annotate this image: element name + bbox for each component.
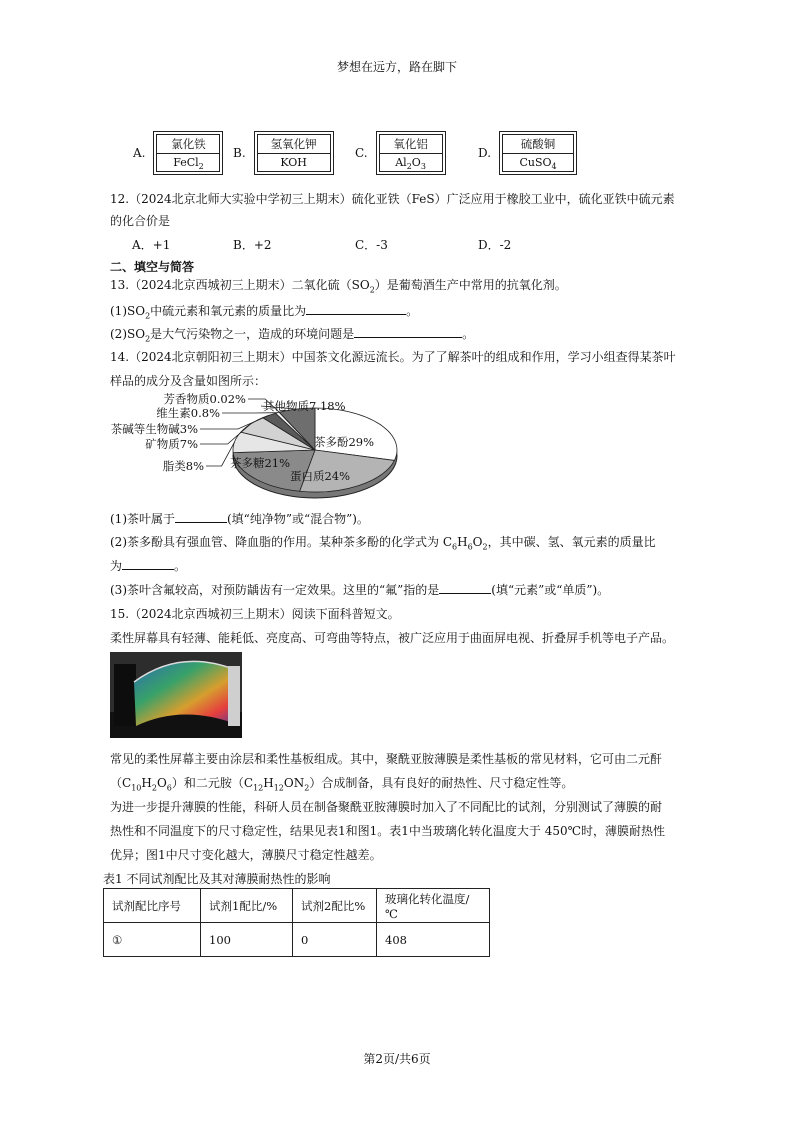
q14-part3: (3)茶叶含氟较高，对预防龋齿有一定效果。这里的“氟”指的是 (填“元素”或“单质”)。 [110, 583, 610, 597]
q14-line2: 样品的成分及含量如图所示： [110, 374, 267, 388]
flexible-screen-photo [110, 652, 242, 738]
table-header-row [104, 889, 490, 923]
pie-label-0: 茶多酚29% [313, 435, 375, 449]
page-number: 第2页/共6页 [363, 1052, 431, 1066]
compound-name: 氧化铝 [380, 135, 442, 154]
option-letter: D. [478, 146, 492, 160]
answer-blank[interactable] [354, 325, 462, 338]
pie-label-8: 其他物质7.18% [263, 399, 346, 413]
table-cell: 0 [293, 923, 377, 957]
q15-para3: 为进一步提升薄膜的性能，科研人员在制备聚酰亚胺薄膜时加入了不同配比的试剂，分别测试了薄膜的耐 [110, 800, 663, 814]
answer-blank[interactable] [175, 510, 227, 523]
reagent-ratio-table [103, 888, 490, 957]
table-cell: ① [104, 923, 201, 957]
label-box [376, 131, 446, 175]
page-header-motto: 梦想在远方，路在脚下 [336, 60, 457, 74]
q13-part1: $(1)SO_2$中硫元素和氧元素的质量比为 。 [110, 304, 419, 321]
pie-label-1: 蛋白质24% [289, 469, 351, 483]
option-letter: C. [355, 146, 368, 160]
q13-part2: $(2)SO_2$是大气污染物之一，造成的环境问题是 。 [110, 327, 475, 344]
compound-formula: KOH [280, 156, 307, 169]
q15-para2: $(C_{10}H_2O_6)$和二元胺$(C_{12}H_{12}ON_2)$合成制备，具有良好的耐热性、尺寸稳定性等。 [110, 776, 574, 793]
label-box [254, 131, 334, 175]
q12-option-d: D．-2 [478, 238, 512, 252]
q13-intro: 13.（2024北京西城初三上期末）二氧化硫$(SO_2)$是葡萄酒生产中常用的抗氧化剂。 [110, 278, 567, 295]
q12-line2: 的化合价是 [110, 214, 171, 228]
q14-line1: 14.（2024北京朝阳初三上期末）中国茶文化源远流长。为了了解茶叶的组成和作用，学习小组查得某茶叶 [110, 350, 676, 364]
section-title: 二、填空与简答 [110, 260, 195, 274]
option-a [133, 131, 223, 175]
compound-formula: $Al_2O_3$ [395, 156, 426, 172]
label-box [153, 131, 223, 175]
option-b [233, 131, 334, 175]
table-header-cell: 试剂配比序号 [104, 889, 201, 923]
table-cell: 408 [377, 923, 490, 957]
q12-option-c: C．-3 [355, 238, 388, 252]
pie-label-5: 茶碱等生物碱3% [110, 422, 198, 436]
pie-label-7: 芳香物质0.02% [163, 392, 246, 406]
q15-para4: 热性和不同温度下的尺寸稳定性，结果见表1和图1。表1中当玻璃化转化温度大于 450℃时，薄膜耐热性 [110, 824, 666, 838]
q15-para5: 优异；图1中尺寸变化越大，薄膜尺寸稳定性越差。 [110, 848, 382, 862]
q12-option-a: A．+1 [132, 238, 171, 252]
q14-part2-line2: 为 。 [110, 559, 187, 573]
flexible-screen-photo-icon [110, 652, 242, 738]
answer-blank[interactable] [439, 581, 491, 594]
option-letter: B. [233, 146, 246, 160]
pie-label-2: 茶多糖21% [229, 456, 291, 470]
table-caption: 表1 不同试剂配比及其对薄膜耐热性的影响 [103, 872, 331, 886]
pie-label-4: 矿物质7% [145, 437, 198, 451]
option-c [355, 131, 446, 175]
option-letter: A. [133, 146, 146, 160]
q15-para1: 常见的柔性屏幕主要由涂层和柔性基板组成。其中，聚酰亚胺薄膜是柔性基板的常见材料，它可由二元酐 [110, 752, 663, 766]
table-header-cell: 试剂1配比/% [201, 889, 293, 923]
table-row [104, 923, 490, 957]
q15-line2: 柔性屏幕具有轻薄、能耗低、亮度高、可弯曲等特点，被广泛应用于曲面屏电视、折叠屏手机等电子产品。 [110, 631, 675, 645]
pie-label-3: 脂类8% [162, 459, 204, 473]
table-cell: 100 [201, 923, 293, 957]
tea-composition-pie-chart [110, 390, 400, 502]
answer-blank[interactable] [306, 302, 406, 315]
q12-line1: 12.（2024北京北师大实验中学初三上期末）硫化亚铁（FeS）广泛应用于橡胶工业中，硫化亚铁中硫元素 [110, 192, 675, 206]
compound-formula: CuSO$_4$ [519, 156, 557, 172]
q14-part1: (1)茶叶属于 (填“纯净物”或“混合物”)。 [110, 512, 369, 526]
table-header-cell: 试剂2配比% [293, 889, 377, 923]
label-box [499, 131, 577, 175]
option-d [478, 131, 577, 175]
compound-name: 硫酸铜 [503, 135, 573, 154]
compound-name: 氢氧化钾 [258, 135, 330, 154]
table-header-cell: 玻璃化转化温度/℃ [377, 889, 490, 923]
answer-blank[interactable] [122, 557, 174, 570]
q14-part2: (2)茶多酚具有强血管、降血脂的作用。某种茶多酚的化学式为 $C_6H_6O_2$，其中碳、氢、氧元素的质量比 [110, 535, 656, 552]
compound-formula: FeCl$_2$ [173, 156, 204, 172]
q15-line1: 15.（2024北京西城初三上期末）阅读下面科普短文。 [110, 607, 400, 621]
compound-name: 氯化铁 [157, 135, 219, 154]
q12-option-b: B．+2 [233, 238, 272, 252]
pie-label-6: 维生素0.8% [156, 406, 220, 420]
